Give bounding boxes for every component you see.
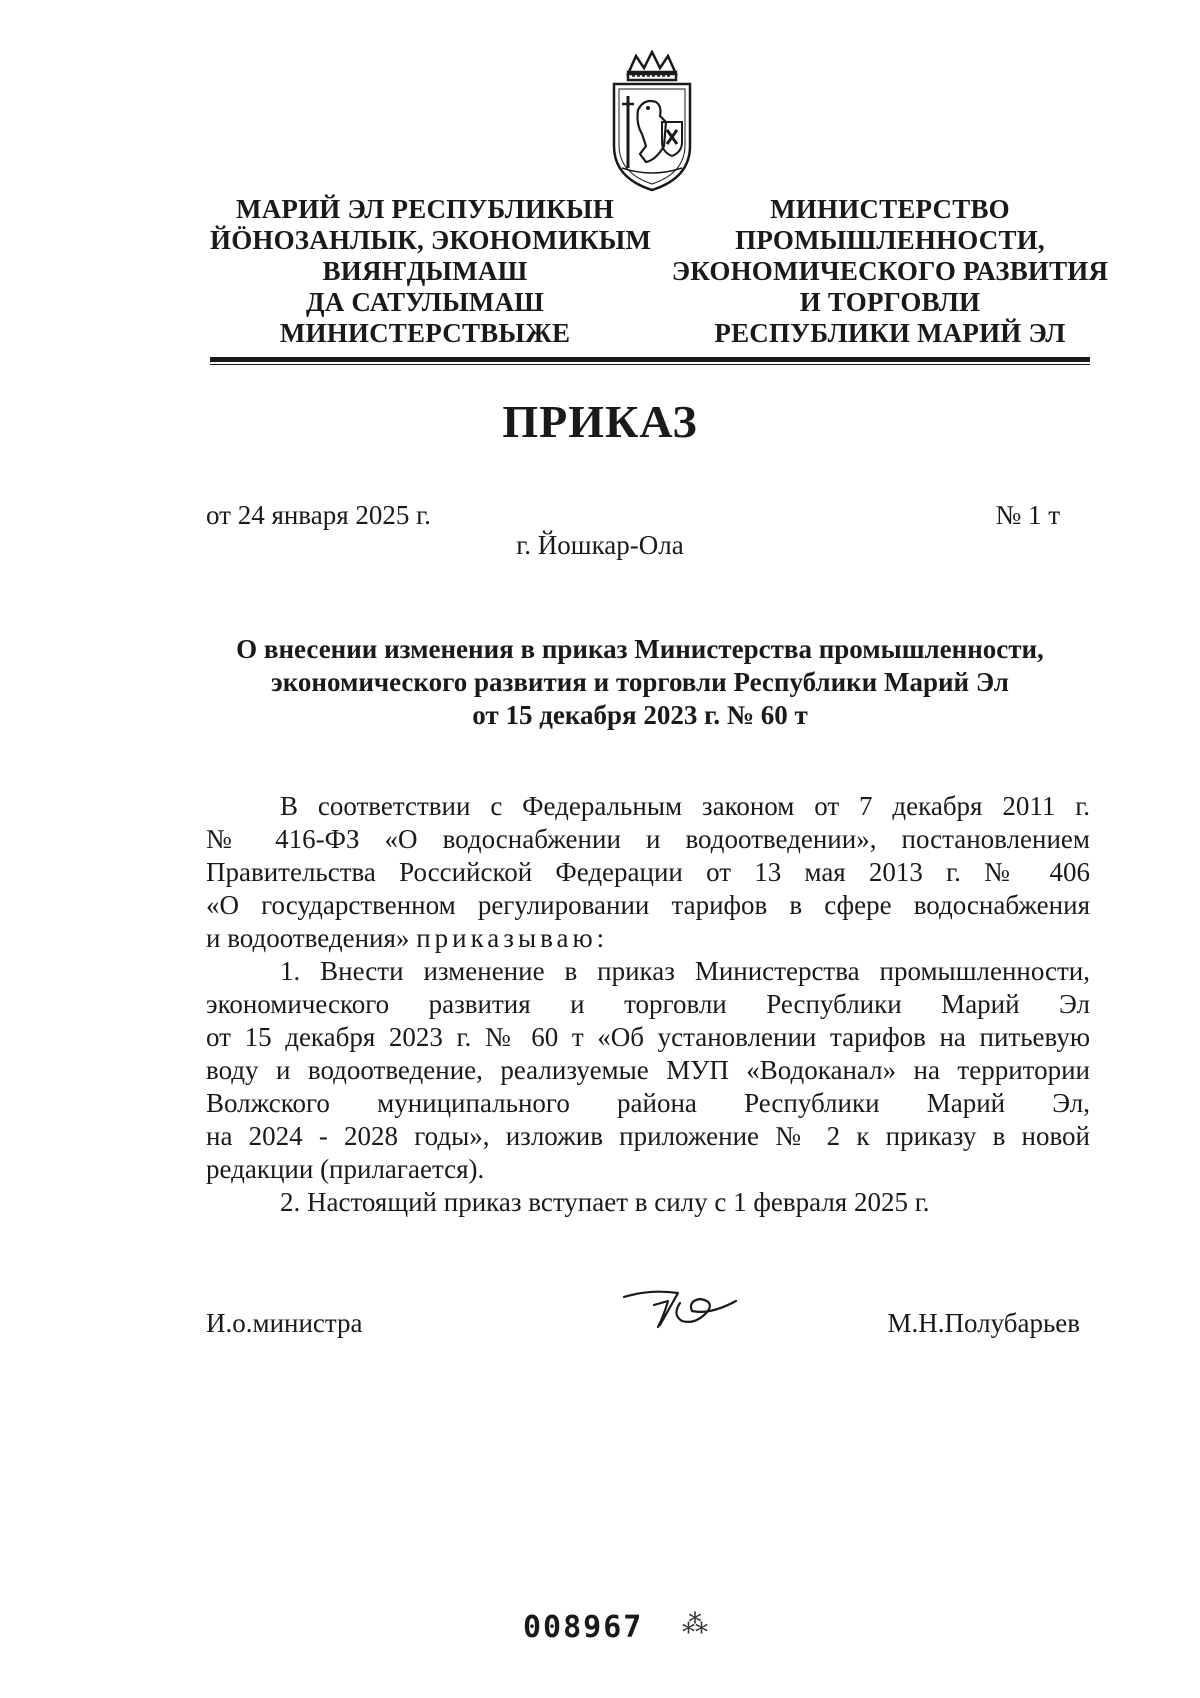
handwritten-signature: [620, 1285, 740, 1335]
stamp-mark: ⁂: [682, 1610, 708, 1639]
body-line: экономического развития и торговли Республики Марий Эл: [206, 989, 1090, 1019]
body-line: воду и водоотведение, реализуемые МУП «Водоканал» на территории: [206, 1055, 1090, 1085]
document-body: [206, 790, 1090, 1219]
header-right-line: ПРОМЫШЛЕННОСТИ,: [735, 225, 1045, 255]
signatory-title: И.о.министра: [206, 1308, 363, 1338]
header-left-line: МАРИЙ ЭЛ РЕСПУБЛИКЫН: [236, 194, 614, 224]
body-line: на 2024 - 2028 годы», изложив приложение № 2 к приказу в новой: [206, 1121, 1090, 1151]
header-divider-thin: [210, 364, 1090, 365]
header-right-line: РЕСПУБЛИКИ МАРИЙ ЭЛ: [714, 318, 1066, 348]
document-city: г. Йошкар-Ола: [516, 530, 684, 560]
body-line: 2. Настоящий приказ вступает в силу с 1 февраля 2025 г.: [280, 1187, 930, 1217]
header-right-line: ЭКОНОМИЧЕСКОГО РАЗВИТИЯ: [671, 256, 1109, 286]
subject-line: от 15 декабря 2023 г. № 60 т: [472, 700, 808, 730]
body-line: [206, 922, 1090, 955]
serial-number-stamp: 008967: [523, 1610, 644, 1645]
header-right-line: МИНИСТЕРСТВО: [770, 194, 1010, 224]
body-line: Правительства Российской Федерации от 13 мая 2013 г. № 406: [206, 857, 1090, 887]
signatory-name: М.Н.Полубарьев: [887, 1308, 1080, 1338]
body-line: В соответствии с Федеральным законом от 7 декабря 2011 г.: [280, 791, 1090, 821]
document-type-title: ПРИКАЗ: [502, 396, 698, 447]
subject-line: экономического развития и торговли Республики Марий Эл: [271, 667, 1009, 697]
document-subject: [200, 633, 1080, 732]
order-word: приказываю:: [416, 923, 609, 953]
header-left-line: ДА САТУЛЫМАШ: [305, 287, 545, 317]
header-right-line: И ТОРГОВЛИ: [799, 287, 981, 317]
body-line: Волжского муниципального района Республики Марий Эл,: [206, 1088, 1090, 1118]
document-date: от 24 января 2025 г.: [206, 500, 431, 530]
coat-of-arms-emblem: [606, 50, 698, 192]
header-left-line: ВИЯҤДЫМАШ: [322, 256, 528, 286]
header-left-marii: [210, 194, 652, 349]
header-right-russian: [670, 194, 1110, 349]
body-line: «О государственном регулировании тарифов в сфере водоснабжения: [206, 890, 1090, 920]
body-text: и водоотведения»: [206, 923, 410, 953]
header-divider-thick: [210, 357, 1090, 362]
header-left-line: ЙӦНОЗАНЛЫК, ЭКОНОМИКЫМ: [210, 225, 652, 255]
document-number: № 1 т: [995, 500, 1060, 530]
body-line: 1. Внести изменение в приказ Министерства промышленности,: [280, 956, 1090, 986]
body-line: № 416-ФЗ «О водоснабжении и водоотведении», постановлением: [206, 824, 1090, 854]
body-line: редакции (прилагается).: [206, 1154, 485, 1184]
header-left-line: МИНИСТЕРСТВЫЖЕ: [279, 318, 571, 348]
subject-line: О внесении изменения в приказ Министерства промышленности,: [236, 634, 1044, 664]
body-line: от 15 декабря 2023 г. № 60 т «Об установлении тарифов на питьевую: [206, 1022, 1090, 1052]
